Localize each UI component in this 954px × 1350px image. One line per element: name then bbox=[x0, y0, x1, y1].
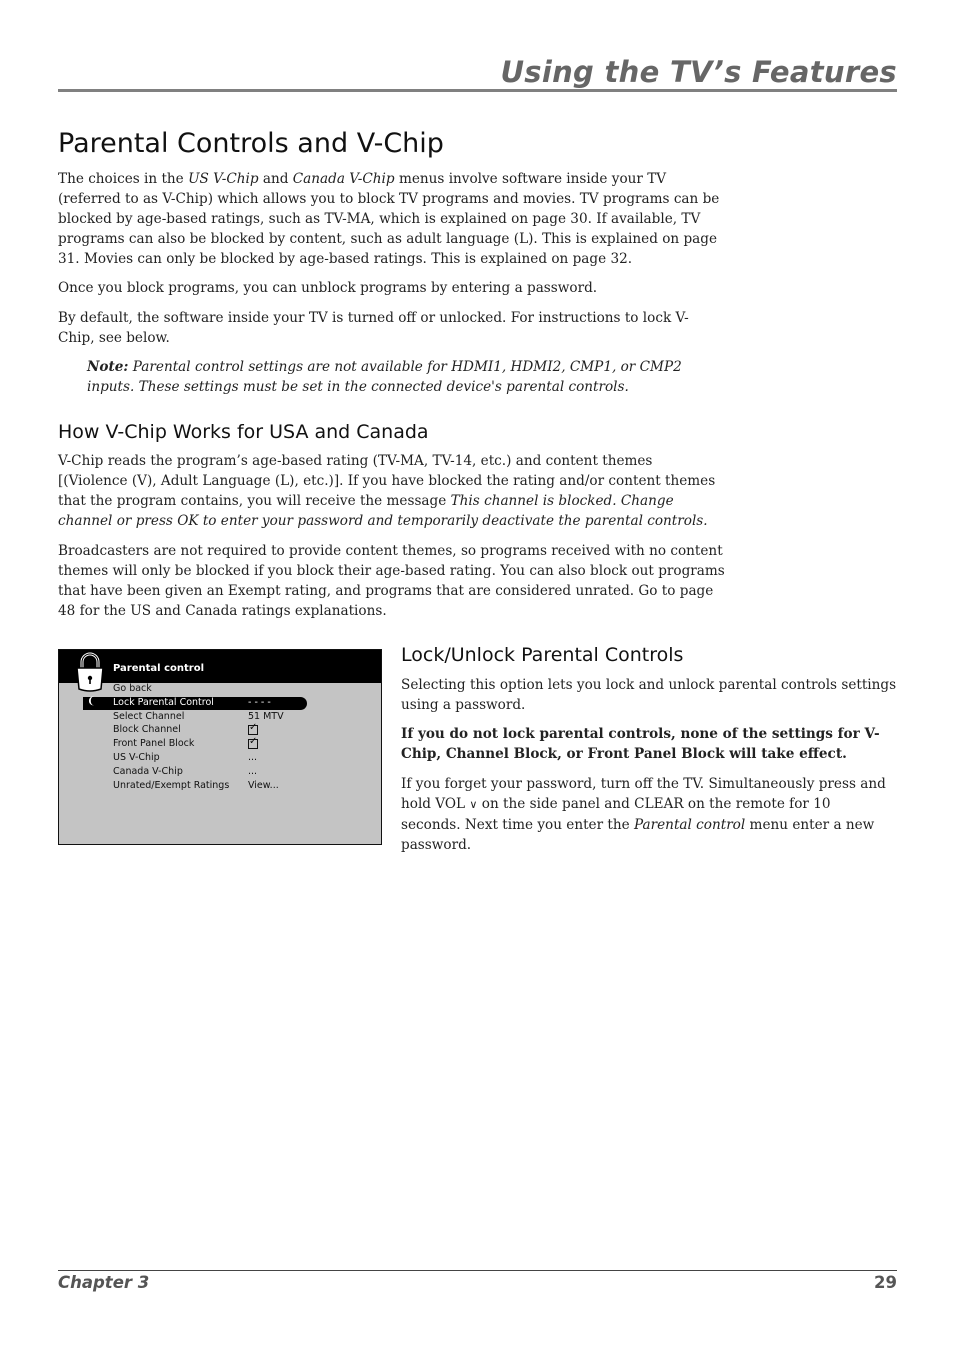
vchip-text: V-Chip reads the program’s age-based rating (TV-MA, TV-14, etc.) and content themes [(Violence (V), Adult Language (L), etc.)]. If you have blocked the rating and/or content themes that the program contains, you will receive the message bbox=[58, 453, 716, 509]
page-number: 29 bbox=[874, 1273, 897, 1292]
us-vchip-term: US V-Chip bbox=[188, 171, 259, 187]
vchip-paragraph-2 bbox=[58, 541, 726, 621]
parental-control-menu-screenshot bbox=[58, 649, 382, 845]
page-title: Parental Controls and V-Chip bbox=[58, 128, 444, 159]
selection-marker-icon: ❨ bbox=[87, 695, 96, 707]
lock-text: on the side panel and CLEAR on the remote for 10 seconds. Next time you enter the bbox=[401, 796, 831, 833]
lock-paragraph-2 bbox=[401, 724, 881, 764]
running-header: Using the TV’s Features bbox=[500, 55, 897, 89]
menu-list bbox=[59, 683, 381, 793]
menu-item-label: US V-Chip bbox=[113, 751, 160, 763]
menu-item-select-channel[interactable] bbox=[59, 711, 381, 725]
menu-item-label: Canada V-Chip bbox=[113, 765, 183, 777]
lock-text: Selecting this option lets you lock and unlock parental controls settings using a password. bbox=[401, 677, 897, 713]
menu-item-label: Select Channel bbox=[113, 710, 185, 722]
menu-item-front-panel-block[interactable] bbox=[59, 738, 381, 752]
vchip-text: Broadcasters are not required to provide content themes, so programs received with no content themes will only be blocked if you block their age-based rating. You can also block out programs that have been given an Exempt rating, and programs that are considered unrated. Go to page 48 for the US and Canada ratings explanations. bbox=[58, 543, 725, 619]
menu-item-canada-vchip[interactable] bbox=[59, 766, 381, 780]
menu-item-go-back[interactable] bbox=[59, 683, 381, 697]
lock-warning: If you do not lock parental controls, none of the settings for V-Chip, Channel Block, or Front Panel Block will take effect. bbox=[401, 726, 880, 762]
header-rule bbox=[58, 89, 897, 92]
blocked-message: This channel is blocked. Change channel or press OK to enter your password and temporarily deactivate the parental controls. bbox=[58, 493, 708, 529]
note-paragraph bbox=[87, 357, 687, 397]
menu-item-label: Block Channel bbox=[113, 724, 181, 736]
menu-item-label: Unrated/Exempt Ratings bbox=[113, 779, 230, 791]
note-text: Parental control settings are not available for HDMI1, HDMI2, CMP1, or CMP2 inputs. These settings must be set in the connected device's parental controls. bbox=[87, 359, 682, 395]
menu-item-unrated-exempt-ratings[interactable] bbox=[59, 780, 381, 794]
menu-item-label: Go back bbox=[113, 683, 152, 694]
menu-item-block-channel[interactable] bbox=[59, 724, 381, 738]
intro-text: menus involve software inside your TV (referred to as V-Chip) which allows you to block TV programs and movies. TV programs can be blocked by age-based ratings, such as TV-MA, which is explained on page 30. If available, TV programs can also be blocked by content, such as adult language (L). This is explained on page 31. Movies can only be blocked by age-based ratings. This is explained on page 32. bbox=[58, 171, 720, 267]
password-field[interactable]: - - - - bbox=[248, 696, 271, 708]
intro-paragraph-2 bbox=[58, 278, 726, 298]
menu-item-label: Lock Parental Control bbox=[113, 696, 214, 708]
menu-item-lock-parental-control[interactable] bbox=[59, 697, 381, 711]
vchip-heading: How V-Chip Works for USA and Canada bbox=[58, 421, 429, 443]
note-label: Note: bbox=[87, 359, 129, 375]
menu-item-value: ... bbox=[248, 765, 258, 777]
lock-paragraph-1 bbox=[401, 675, 901, 715]
menu-item-label: Front Panel Block bbox=[113, 738, 195, 750]
checkbox-checked-icon[interactable] bbox=[248, 738, 258, 751]
canada-vchip-term: Canada V-Chip bbox=[292, 171, 395, 187]
lock-text: menu enter a new password. bbox=[401, 817, 875, 853]
parental-control-term: Parental control bbox=[634, 817, 746, 833]
menu-item-us-vchip[interactable] bbox=[59, 752, 381, 766]
menu-title-bar bbox=[59, 650, 381, 683]
lock-unlock-heading: Lock/Unlock Parental Controls bbox=[401, 644, 684, 666]
intro-text: Once you block programs, you can unblock programs by entering a password. bbox=[58, 280, 598, 296]
menu-item-value: ... bbox=[248, 751, 258, 763]
menu-item-value: 51 MTV bbox=[248, 710, 284, 722]
menu-title: Parental control bbox=[113, 663, 205, 674]
vchip-paragraph-1 bbox=[58, 451, 726, 531]
lock-paragraph-3 bbox=[401, 774, 891, 855]
footer-rule bbox=[58, 1270, 897, 1271]
lock-text: If you forget your password, turn off the TV. Simultaneously press and hold VOL bbox=[401, 776, 886, 812]
intro-text: The choices in the bbox=[58, 171, 189, 187]
intro-text: and bbox=[258, 171, 293, 187]
intro-paragraph-3 bbox=[58, 308, 718, 348]
footer-chapter: Chapter 3 bbox=[58, 1273, 150, 1292]
intro-paragraph-1 bbox=[58, 169, 726, 269]
vol-down-symbol: ∨ bbox=[469, 798, 478, 811]
intro-text: By default, the software inside your TV is turned off or unlocked. For instructions to lock V-Chip, see below. bbox=[58, 310, 689, 346]
menu-item-value: View... bbox=[248, 779, 279, 791]
